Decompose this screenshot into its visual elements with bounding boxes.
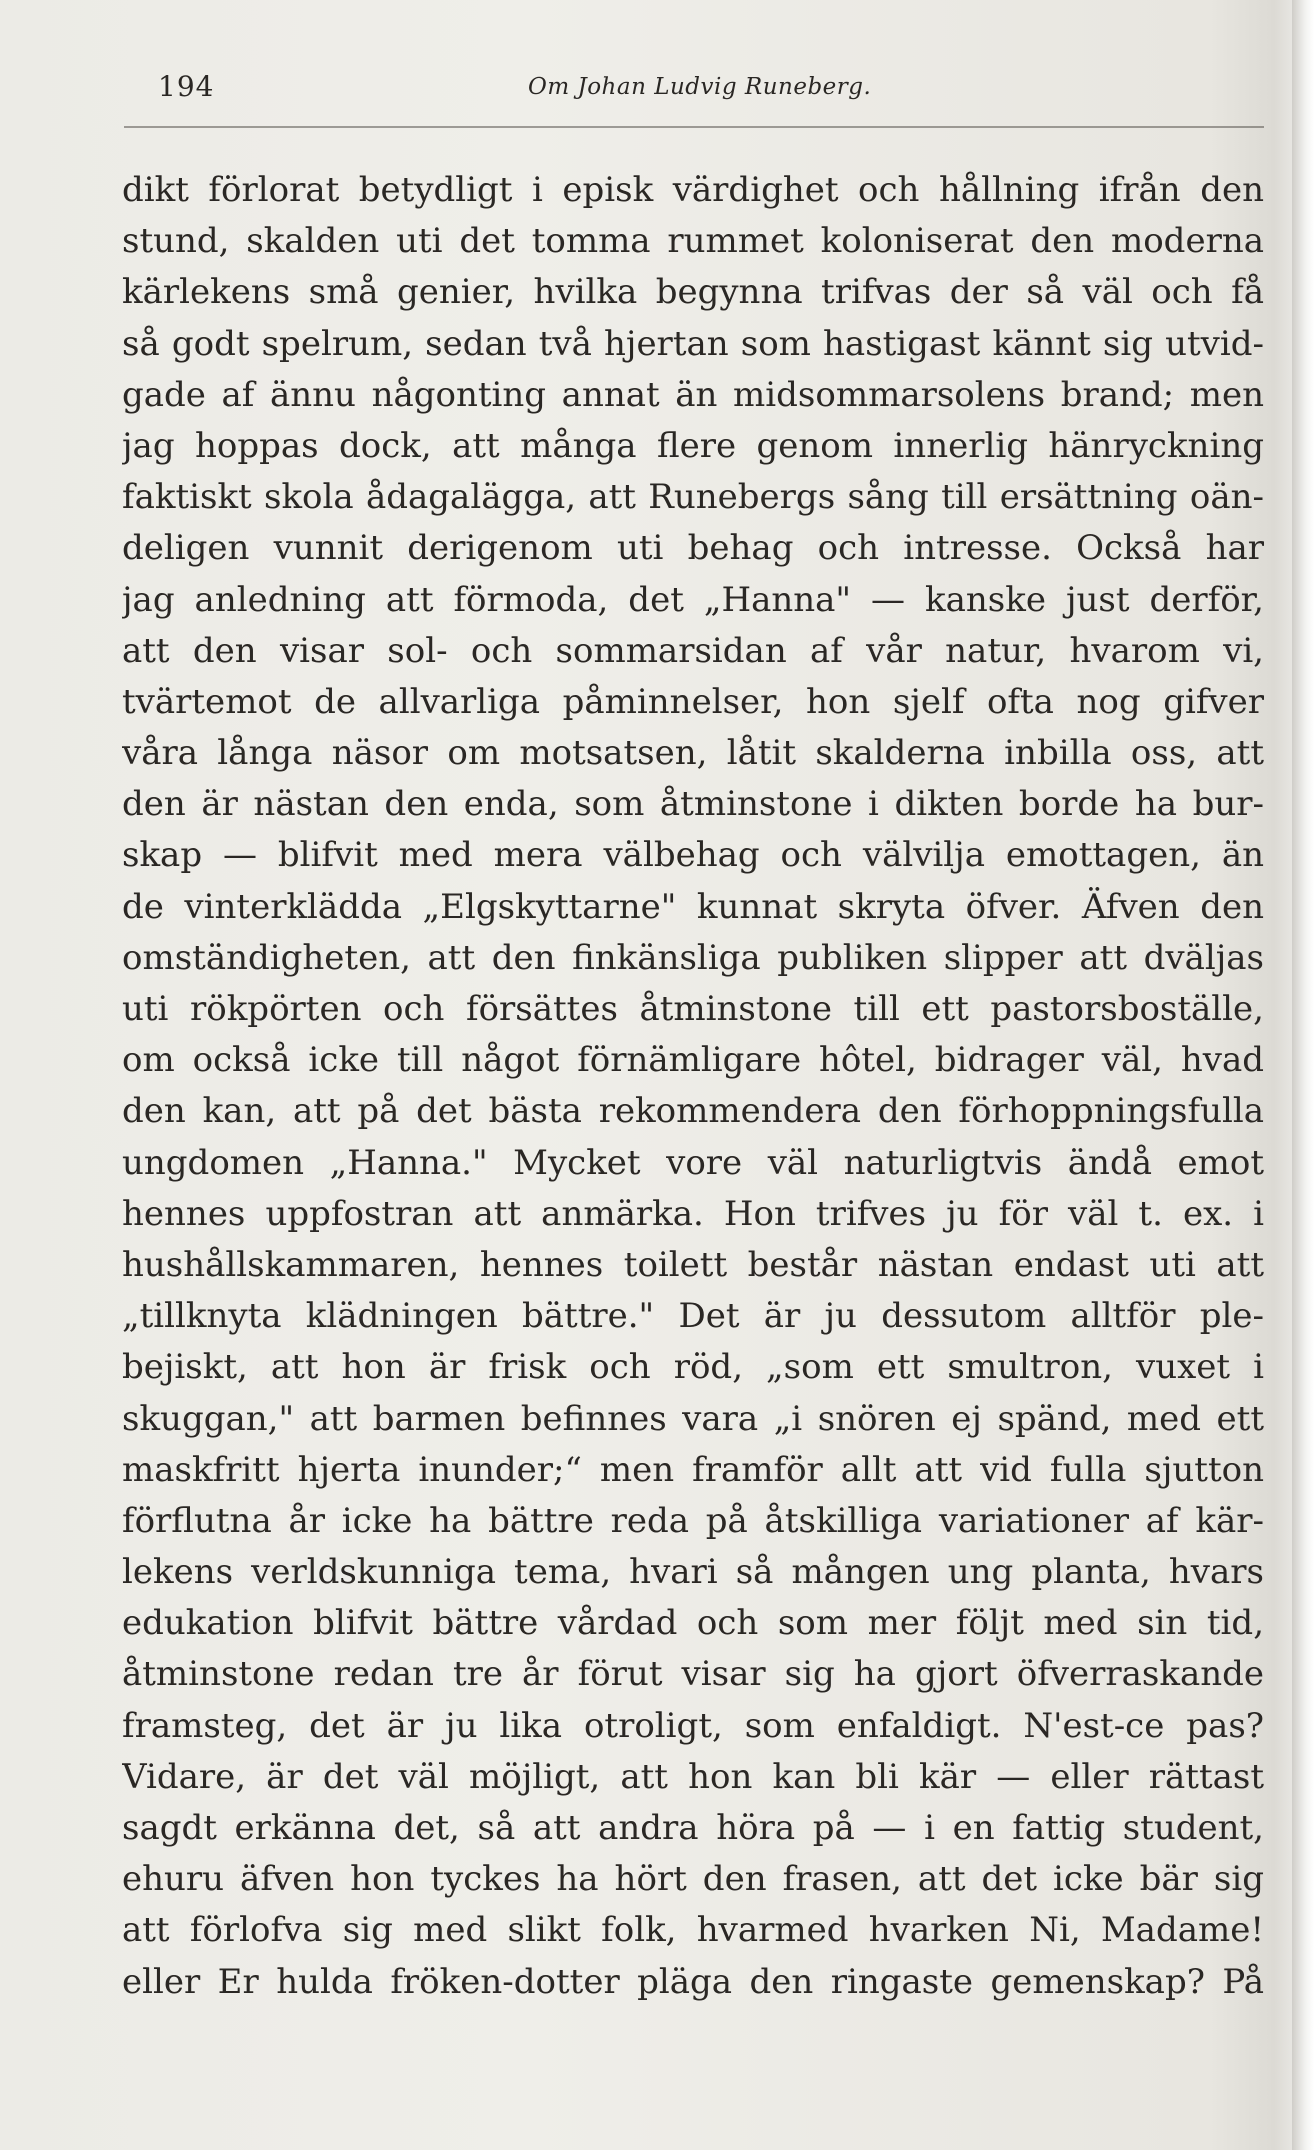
text-line: jag hoppas dock, att många flere genom innerlig hänryckning (122, 425, 1264, 466)
text-line: omständigheten, att den finkänsliga publiken slipper att dväljas (122, 937, 1264, 978)
text-line: tvärtemot de allvarliga påminnelser, hon sjelf ofta nog gifver (122, 681, 1264, 722)
text-line: sagdt erkänna det, så att andra höra på — i en fattig student, (122, 1808, 1264, 1848)
text-line: att förlofva sig med slikt folk, hvarmed hvarken Ni, Madame! (122, 1910, 1264, 1951)
text-line: om också icke till något förnämligare hôtel, bidrager väl, hvad (122, 1040, 1264, 1081)
text-line: Vidare, är det väl möjligt, att hon kan bli kär — eller rättast (122, 1756, 1264, 1797)
text-line: kärlekens små genier, hvilka begynna trifvas der så väl och få (122, 272, 1264, 313)
text-line: bejiskt, att hon är frisk och röd, „som ett smultron, vuxet i (122, 1347, 1264, 1388)
page-edge-shadow (1292, 0, 1314, 2150)
page-number: 194 (158, 70, 215, 103)
text-line: edukation blifvit bättre vårdad och som mer följt med sin tid, (122, 1603, 1264, 1644)
text-line: stund, skalden uti det tomma rummet koloniserat den moderna (122, 221, 1264, 262)
text-line: den kan, att på det bästa rekommendera den förhoppningsfulla (122, 1091, 1264, 1132)
text-line: hennes uppfostran att anmärka. Hon trifves ju för väl t. ex. i (122, 1193, 1264, 1234)
text-line: uti rökpörten och försättes åtminstone till ett pastorsboställe, (122, 989, 1264, 1029)
text-line: maskfritt hjerta inunder;“ men framför allt att vid fulla sjutton (122, 1449, 1264, 1490)
text-line: „tillknyta klädningen bättre." Det är ju dessutom alltför ple- (122, 1296, 1264, 1337)
text-line: framsteg, det är ju lika otroligt, som enfaldigt. N'est-ce pas? (122, 1705, 1264, 1746)
text-line: lekens verldskunniga tema, hvari så mången ung planta, hvars (122, 1552, 1264, 1593)
text-line: ungdomen „Hanna." Mycket vore väl naturligtvis ändå emot (122, 1142, 1264, 1183)
running-title: Om Johan Ludvig Runeberg. (528, 74, 872, 100)
text-line: eller Er hulda fröken-dotter pläga den ringaste gemenskap? På (122, 1961, 1264, 2002)
text-line: faktiskt skola ådagalägga, att Runebergs sång till ersättning oän- (122, 477, 1264, 518)
text-line: skap — blifvit med mera välbehag och välvilja emottagen, än (122, 835, 1264, 876)
text-line: skuggan," att barmen befinnes vara „i snören ej spänd, med ett (122, 1398, 1264, 1439)
text-line: att den visar sol- och sommarsidan af vår natur, hvarom vi, (122, 630, 1264, 671)
text-line: deligen vunnit derigenom uti behag och intresse. Också har (122, 528, 1264, 569)
text-line: våra långa näsor om motsatsen, låtit skalderna inbilla oss, att (122, 733, 1264, 774)
text-line: åtminstone redan tre år förut visar sig ha gjort öfverraskande (122, 1654, 1264, 1695)
header-rule (124, 126, 1264, 128)
text-line: jag anledning att förmoda, det „Hanna" — kanske just derför, (122, 579, 1264, 620)
page-header (158, 62, 1258, 112)
text-line: gade af ännu någonting annat än midsommarsolens brand; men (122, 374, 1264, 415)
text-line: förflutna år icke ha bättre reda på åtskilliga variationer af kär- (122, 1500, 1264, 1541)
text-line: hushållskammaren, hennes toilett består nästan endast uti att (122, 1244, 1264, 1285)
text-line: de vinterklädda „Elgskyttarne" kunnat skryta öfver. Äfven den (122, 886, 1264, 927)
text-line: så godt spelrum, sedan två hjertan som hastigast kännt sig utvid- (122, 323, 1264, 364)
body-text (122, 165, 1264, 2008)
text-line: den är nästan den enda, som åtminstone i dikten borde ha bur- (122, 784, 1264, 825)
text-line: ehuru äfven hon tyckes ha hört den frasen, att det icke bär sig (122, 1859, 1264, 1900)
text-line: dikt förlorat betydligt i episk värdighet och hållning ifrån den (122, 170, 1264, 210)
